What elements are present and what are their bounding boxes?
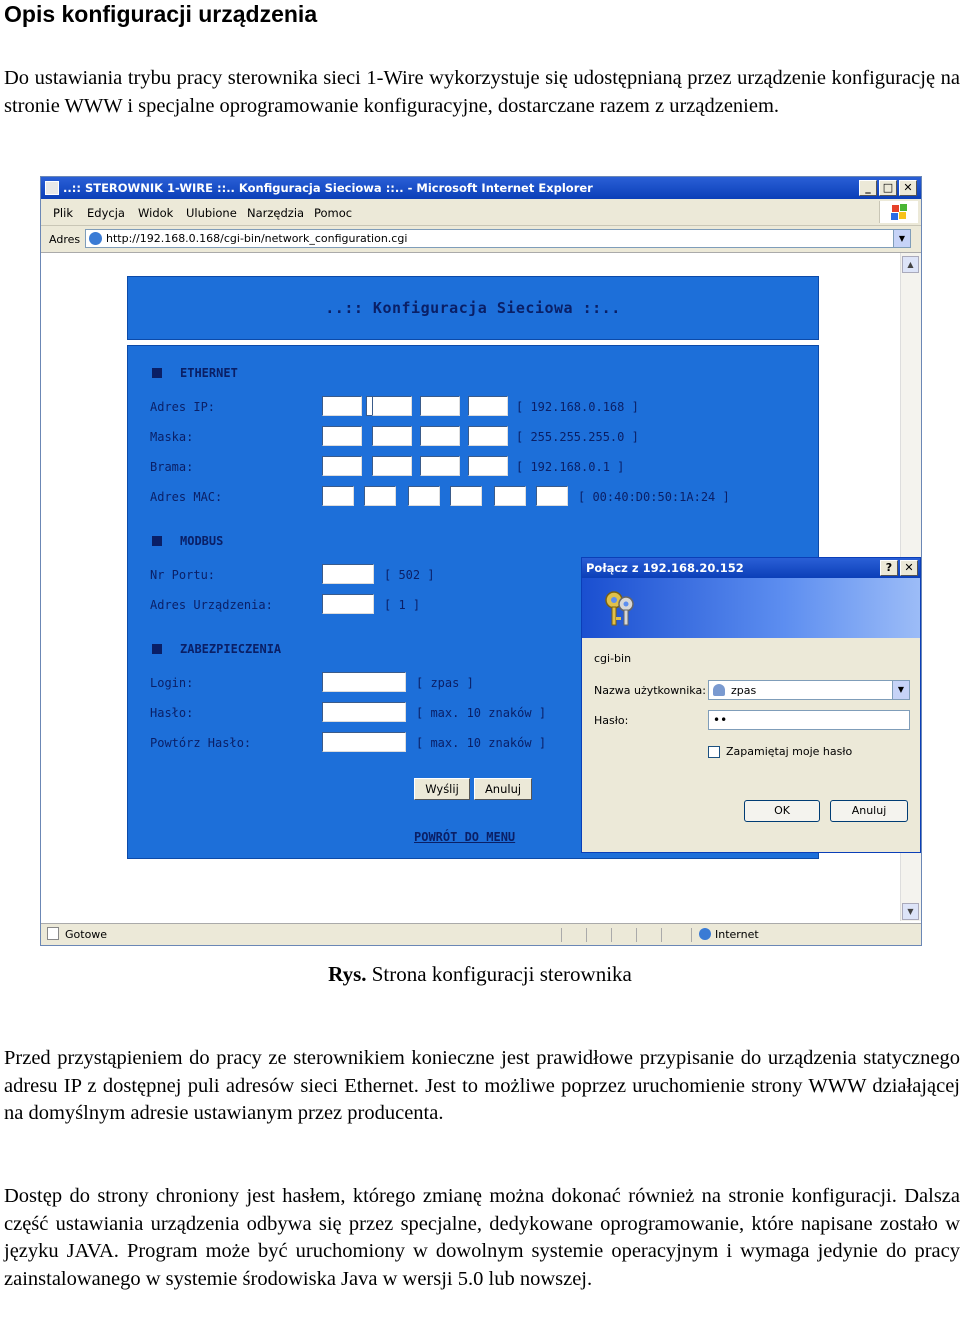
- scroll-up-icon[interactable]: ▲: [902, 256, 919, 273]
- menu-item-pomoc[interactable]: Pomoc: [314, 206, 353, 220]
- login-dialog: [581, 557, 921, 853]
- username-value: zpas: [731, 684, 757, 697]
- password-hint: [ max. 10 znaków ]: [416, 706, 547, 720]
- figure-caption: [0, 960, 960, 988]
- username-combobox[interactable]: [708, 680, 910, 700]
- address-label: Adres: [49, 233, 81, 246]
- maximize-button[interactable]: □: [879, 180, 897, 196]
- keys-icon: [600, 588, 640, 628]
- gateway-octet-3[interactable]: [420, 456, 460, 476]
- caption-text: Strona konfiguracji sterownika: [366, 962, 632, 986]
- password-dialog-input[interactable]: [708, 710, 910, 730]
- password-input[interactable]: [322, 702, 406, 722]
- mac-byte-1[interactable]: [322, 486, 354, 506]
- section-bullet-icon: [152, 368, 162, 378]
- menu-item-edycja[interactable]: Edycja: [87, 206, 125, 220]
- section-bullet-icon: [152, 536, 162, 546]
- repeat-password-input[interactable]: [322, 732, 406, 752]
- internet-zone-icon: [699, 928, 711, 940]
- ok-button[interactable]: OK: [744, 800, 820, 822]
- device-address-current-value: [ 1 ]: [384, 598, 421, 612]
- user-icon: [713, 684, 725, 696]
- menu-item-plik[interactable]: Plik: [53, 206, 73, 220]
- gateway-octet-4[interactable]: [468, 456, 508, 476]
- gateway-current-value: [ 192.168.0.1 ]: [516, 460, 625, 474]
- ie-icon: [45, 181, 59, 195]
- gateway-octet-2[interactable]: [372, 456, 412, 476]
- password-dialog-value: ••: [713, 713, 728, 727]
- section-bullet-icon: [152, 644, 162, 654]
- status-bar: [41, 923, 921, 946]
- menu-item-widok[interactable]: Widok: [138, 206, 174, 220]
- dialog-close-button[interactable]: ✕: [900, 560, 918, 576]
- gateway-label: Brama:: [150, 460, 194, 474]
- address-bar: [41, 226, 921, 253]
- browser-titlebar: [41, 177, 921, 199]
- mac-byte-5[interactable]: [494, 486, 526, 506]
- page-title: Opis konfiguracji urządzenia: [4, 1, 318, 27]
- section-ethernet: ETHERNET: [180, 366, 238, 380]
- windows-logo-icon: [879, 201, 918, 223]
- dialog-titlebar: [582, 558, 920, 578]
- config-title: ..:: Konfiguracja Sieciowa ::..: [325, 299, 621, 317]
- dialog-realm: cgi-bin: [594, 652, 632, 665]
- intro-paragraph: Do ustawiania trybu pracy sterownika sieci 1-Wire wykorzystuje się udostępnianą przez urządzenie konfigurację na stronie WWW i specjalne oprogramowanie konfiguracyjne, dostarczane razem z urządzeniem.: [4, 67, 960, 117]
- device-address-label: Adres Urządzenia:: [150, 598, 273, 612]
- ip-label: Adres IP:: [150, 400, 216, 414]
- dialog-banner: [582, 578, 920, 638]
- section-modbus: MODBUS: [180, 534, 224, 548]
- menu-item-narzedzia[interactable]: Narzędzia: [247, 206, 305, 220]
- username-label: Nazwa użytkownika:: [594, 684, 706, 697]
- password-label: Hasło:: [150, 706, 194, 720]
- port-input[interactable]: [322, 564, 374, 584]
- dialog-cancel-button[interactable]: Anuluj: [830, 800, 908, 822]
- address-input[interactable]: [85, 229, 911, 248]
- remember-checkbox[interactable]: [708, 746, 720, 758]
- zone-text: Internet: [715, 928, 759, 941]
- login-current-value: [ zpas ]: [416, 676, 474, 690]
- browser-window: [40, 176, 922, 946]
- scroll-down-icon[interactable]: ▼: [902, 903, 919, 920]
- mac-byte-6[interactable]: [536, 486, 568, 506]
- status-text: Gotowe: [65, 928, 108, 941]
- mask-octet-4[interactable]: [468, 426, 508, 446]
- repeat-password-label: Powtórz Hasło:: [150, 736, 252, 750]
- page-globe-icon: [89, 232, 102, 245]
- mask-octet-1[interactable]: [322, 426, 362, 446]
- dialog-title: Połącz z 192.168.20.152: [586, 561, 744, 575]
- mac-byte-3[interactable]: [408, 486, 440, 506]
- ip-current-value: [ 192.168.0.168 ]: [516, 400, 639, 414]
- mac-byte-4[interactable]: [450, 486, 482, 506]
- ip-octet-3[interactable]: [420, 396, 460, 416]
- port-label: Nr Portu:: [150, 568, 216, 582]
- chevron-down-icon[interactable]: ▼: [892, 681, 909, 699]
- caption-prefix: Rys.: [328, 962, 367, 986]
- paragraph-access: Dostęp do strony chroniony jest hasłem, którego zmianę można dokonać również na stronie konfiguracji. Dalsza część ustawiania urządzenia odbywa się przez specjalne, dedykowane oprogramowanie, które napisane zostało w języku JAVA. Program może być uruchomiony w dowolnym systemie operacyjnym i wymaga jedynie do pracy zainstalowanego w systemie środowiska Java w wersji 5.0 lub nowszej.: [4, 1185, 960, 1290]
- mask-current-value: [ 255.255.255.0 ]: [516, 430, 639, 444]
- remember-label: Zapamiętaj moje hasło: [726, 745, 853, 758]
- back-to-menu-link[interactable]: POWRÓT DO MENU: [414, 830, 516, 844]
- mask-octet-3[interactable]: [420, 426, 460, 446]
- ip-octet-1[interactable]: [322, 396, 362, 416]
- minimize-button[interactable]: _: [859, 180, 877, 196]
- port-current-value: [ 502 ]: [384, 568, 435, 582]
- help-button[interactable]: ?: [880, 560, 898, 576]
- paragraph-ip-setup: Przed przystąpieniem do pracy ze sterownikiem konieczne jest prawidłowe przypisanie do urządzenia statycznego adresu IP z dostępnej puli adresów sieci Ethernet. Jest to możliwe poprzez uruchomienie strony WWW działającej na domyślnym adresie ustawianym przez producenta.: [4, 1047, 960, 1124]
- menu-item-ulubione[interactable]: Ulubione: [186, 206, 237, 220]
- mac-label: Adres MAC:: [150, 490, 223, 504]
- cancel-button[interactable]: Anuluj: [474, 778, 532, 800]
- ip-octet-2-field[interactable]: [372, 396, 412, 416]
- mask-octet-2[interactable]: [372, 426, 412, 446]
- mask-label: Maska:: [150, 430, 194, 444]
- login-label: Login:: [150, 676, 194, 690]
- menu-bar: [41, 199, 921, 226]
- mac-current-value: [ 00:40:D0:50:1A:24 ]: [578, 490, 730, 504]
- login-input[interactable]: [322, 672, 406, 692]
- password-dialog-label: Hasło:: [594, 714, 629, 727]
- close-button[interactable]: ✕: [899, 180, 917, 196]
- send-button[interactable]: Wyślij: [414, 778, 470, 800]
- section-security: ZABEZPIECZENIA: [180, 642, 282, 656]
- repeat-password-hint: [ max. 10 znaków ]: [416, 736, 547, 750]
- mac-byte-2[interactable]: [364, 486, 396, 506]
- gateway-octet-1[interactable]: [322, 456, 362, 476]
- device-address-input[interactable]: [322, 594, 374, 614]
- address-value: http://192.168.0.168/cgi-bin/network_configuration.cgi: [106, 232, 408, 245]
- browser-title: ..:: STEROWNIK 1-WIRE ::.. Konfiguracja Sieciowa ::.. - Microsoft Internet Explorer: [63, 181, 593, 195]
- ip-octet-4[interactable]: [468, 396, 508, 416]
- config-title-box: [127, 276, 819, 340]
- page-icon: [47, 927, 59, 940]
- chevron-down-icon[interactable]: ▼: [893, 230, 910, 247]
